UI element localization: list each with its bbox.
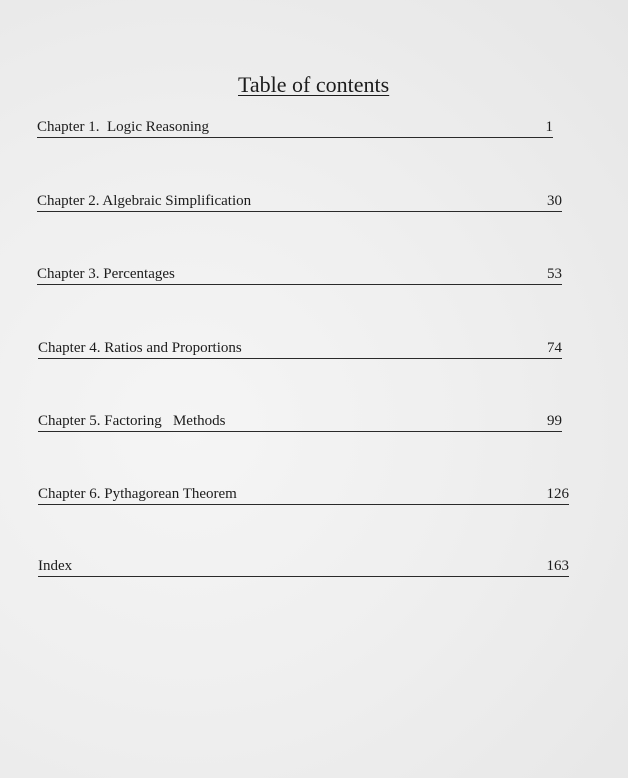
toc-entry-page-number: 126 [546, 486, 569, 502]
toc-entry-page-number: 53 [547, 266, 562, 282]
toc-entry-page-number: 74 [547, 340, 562, 356]
toc-title: Table of contents [238, 72, 390, 97]
toc-entry-chapter-3 [37, 262, 562, 285]
toc-entry-chapter-4 [38, 336, 562, 359]
toc-entry-page-number: 1 [545, 119, 553, 135]
toc-entry-chapter-6 [38, 482, 569, 505]
toc-entry-page-number: 163 [546, 558, 569, 574]
toc-entry-index [38, 554, 569, 577]
toc-entry-chapter-5 [38, 409, 562, 432]
toc-entry-label: Chapter 4. Ratios and Proportions [38, 340, 242, 356]
toc-entry-page-number: 99 [547, 413, 562, 429]
toc-entry-label: Chapter 6. Pythagorean Theorem [38, 486, 237, 502]
toc-entry-label: Chapter 5. Factoring Methods [38, 413, 226, 429]
toc-entry-label: Chapter 2. Algebraic Simplification [37, 193, 252, 209]
toc-entry-label: Chapter 1. Logic Reasoning [37, 119, 210, 135]
toc-entry-chapter-2 [37, 189, 562, 212]
toc-entry-label: Index [38, 558, 73, 574]
toc-entry-label: Chapter 3. Percentages [37, 266, 175, 282]
toc-entry-page-number: 30 [547, 193, 562, 209]
toc-entry-chapter-1 [37, 115, 553, 138]
